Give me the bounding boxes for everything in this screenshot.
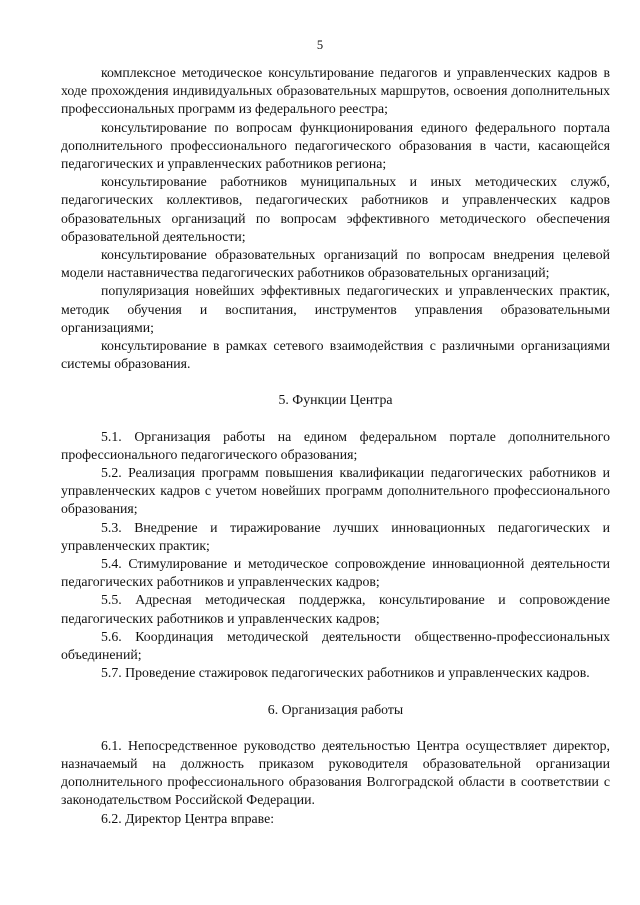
section-5-item: 5.1. Организация работы на едином федеральном портале дополнительного профессионального педагогического образования; [61,428,610,462]
intro-item: консультирование образовательных организаций по вопросам внедрения целевой модели наставничества педагогических работников образовательных организаций; [61,247,610,281]
section-6-item: 6.2. Директор Центра вправе: [101,810,275,826]
section-5-item: 5.5. Адресная методическая поддержка, консультирование и сопровождение педагогических работников и управленческих кадров; [61,592,610,626]
section-5-item: 5.6. Координация методической деятельности общественно-профессиональных объединений; [61,628,610,663]
section-5-item: 5.7. Проведение стажировок педагогических работников и управленческих кадров. [101,665,590,681]
section-6-heading: 6. Организация работы [267,701,404,717]
section-5-item: 5.4. Стимулирование и методическое сопровождение инновационной деятельности педагогических работников и управленческих кадров; [61,556,610,590]
section-5-item: 5.2. Реализация программ повышения квалификации педагогических работников и управленческих кадров с учетом новейших программ дополнительного профессионального образования; [61,465,610,517]
page-number: 5 [316,38,324,52]
section-6-item: 6.1. Непосредственное руководство деятельностью Центра осуществляет директор, назначаемый на должность приказом руководителя образовательной организации дополнительного профессионального образования Волгоградской области в соответствии с законодательством Российской Федерации. [61,737,610,808]
section-5-heading: 5. Функции Центра [278,392,393,408]
intro-item: популяризация новейших эффективных педагогических и управленческих практик, методик обучения и воспитания, инструментов управления образовательными организациями; [61,283,610,335]
intro-item: консультирование по вопросам функционирования единого федерального портала дополнительного профессионального педагогического образования в части, касающейся педагогических и управленческих работников региона; [61,119,610,172]
intro-item: консультирование в рамках сетевого взаимодействия с различными организациями системы образования. [61,338,610,372]
document-body [61,64,610,828]
intro-item: комплексное методическое консультирование педагогов и управленческих кадров в ходе прохождения индивидуальных образовательных маршрутов, освоения дополнительных профессиональных программ из федерального реестра; [61,65,610,117]
section-5-item: 5.3. Внедрение и тиражирование лучших инновационных педагогических и управленческих практик; [61,519,610,553]
intro-item: консультирование работников муниципальных и иных методических служб, педагогических коллективов, педагогических работников и управленческих кадров образовательных организаций по вопросам эффективного методического обеспечения образовательной деятельности; [61,174,610,244]
